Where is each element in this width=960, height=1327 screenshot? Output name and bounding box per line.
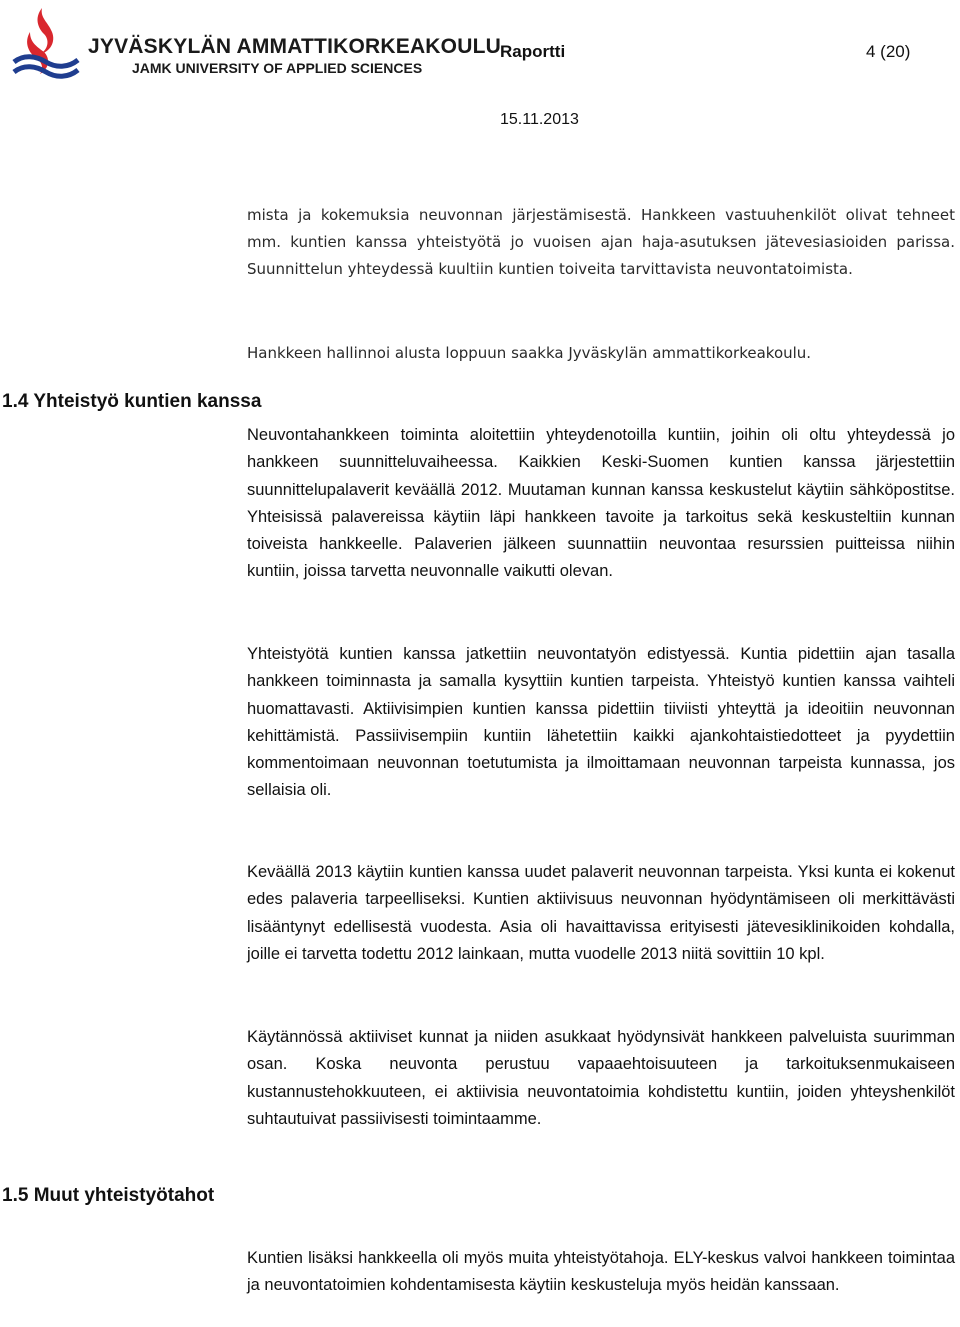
section-heading-1-4: 1.4 Yhteistyö kuntien kanssa xyxy=(2,391,262,412)
logo-subtitle: JAMK UNIVERSITY OF APPLIED SCIENCES xyxy=(132,60,423,76)
logo-title: JYVÄSKYLÄN AMMATTIKORKEAKOULU xyxy=(88,35,501,58)
document-type: Raportti xyxy=(500,42,566,61)
paragraph-administration: Hankkeen hallinnoi alusta loppuun saakka Jyväskylän ammattikorkeakoulu. xyxy=(247,344,812,362)
university-logo xyxy=(10,2,501,82)
paragraph-continued: mista ja kokemuksia neuvonnan järjestämisestä. Hankkeen vastuuhenkilöt olivat tehneet mm. kuntien kanssa yhteistyötä jo vuoisen ajan haja-asutuksen jätevesiasioiden parissa. Suunnittelun yhteydessä kuultiin kuntien toiveita tarvittavista neuvontatoimista. xyxy=(247,206,955,278)
paragraph-spring-2013: Keväällä 2013 käytiin kuntien kanssa uudet palaverit neuvonnan tarpeista. Yksi kunta ei kokenut edes palaveria tarpeelliseksi. Kuntien aktiivisuus neuvonnan hyödyntämiseen oli merkittävästi lisääntynyt edellisestä vuodesta. Asia oli havaittavissa erityisesti jätevesiklinikoiden kohdalla, joille ei tarvetta todettu 2012 lainkaan, mutta vuodelle 2013 niitä sovittiin 10 kpl. xyxy=(247,863,955,963)
paragraph-cooperation: Yhteistyötä kuntien kanssa jatkettiin neuvontatyön edistyessä. Kuntia pidettiin ajan tasalla hankkeen toiminnasta ja samalla kysyttiin kuntien tarpeista. Yhteistyö kuntien kanssa vaihteli huomattavasti. Aktiivisimpien kuntien kanssa pidettiin tiiviisti yhteyttä ja ideoitiin neuvonnan kehittämistä. Passiivisempiin kuntiin lähetettiin kaikki ajankohtaistiedotteet ja pyydettiin kommentoimaan neuvonnan toetutumista ja ilmoittamaan neuvonnan tarpeista kunnassa, jos sellaisia oli. xyxy=(247,645,955,800)
document-date: 15.11.2013 xyxy=(500,111,579,128)
flame-emblem-icon xyxy=(10,2,82,82)
paragraph-other-partners: Kuntien lisäksi hankkeella oli myös muita yhteistyötahoja. ELY-keskus valvoi hankkeen toimintaa ja neuvontatoimien kohdentamisesta käytiin keskusteluja myös heidän kanssaan. xyxy=(247,1249,955,1295)
paragraph-active-municipalities: Käytännössä aktiiviset kunnat ja niiden asukkaat hyödynsivät hankkeen palveluista suurimman osan. Koska neuvonta perustuu vapaaehtoisuuteen ja tarkoituksenmukaiseen kustannustehokkuuteen, ei aktiivisia neuvontatoimia kohdistettu kuntiin, joiden yhteyshenkilöt suhtautuivat passiivisesti toimintaamme. xyxy=(247,1028,955,1128)
page-number: 4 (20) xyxy=(866,42,911,61)
paragraph-municipal-start: Neuvontahankkeen toiminta aloitettiin yhteydenotoilla kuntiin, joihin oli oltu yhteydessä jo hankkeen suunnitteluvaiheessa. Kaikkien Keski-Suomen kuntien kanssa järjestettiin suunnittelupalaverit keväällä 2012. Muutaman kunnan kanssa keskustelut käytiin sähköpostitse. Yhteisissä palavereissa käytiin läpi hankkeen tavoite ja tarkoitus sekä keskusteltiin kunnan toiveista hankkeelle. Palaverien jälkeen suunnattiin neuvontaa resurssien puitteissa niihin kuntiin, joissa tarvetta neuvonnalle vaikutti olevan. xyxy=(247,426,955,581)
section-heading-1-5: 1.5 Muut yhteistyötahot xyxy=(2,1185,215,1206)
